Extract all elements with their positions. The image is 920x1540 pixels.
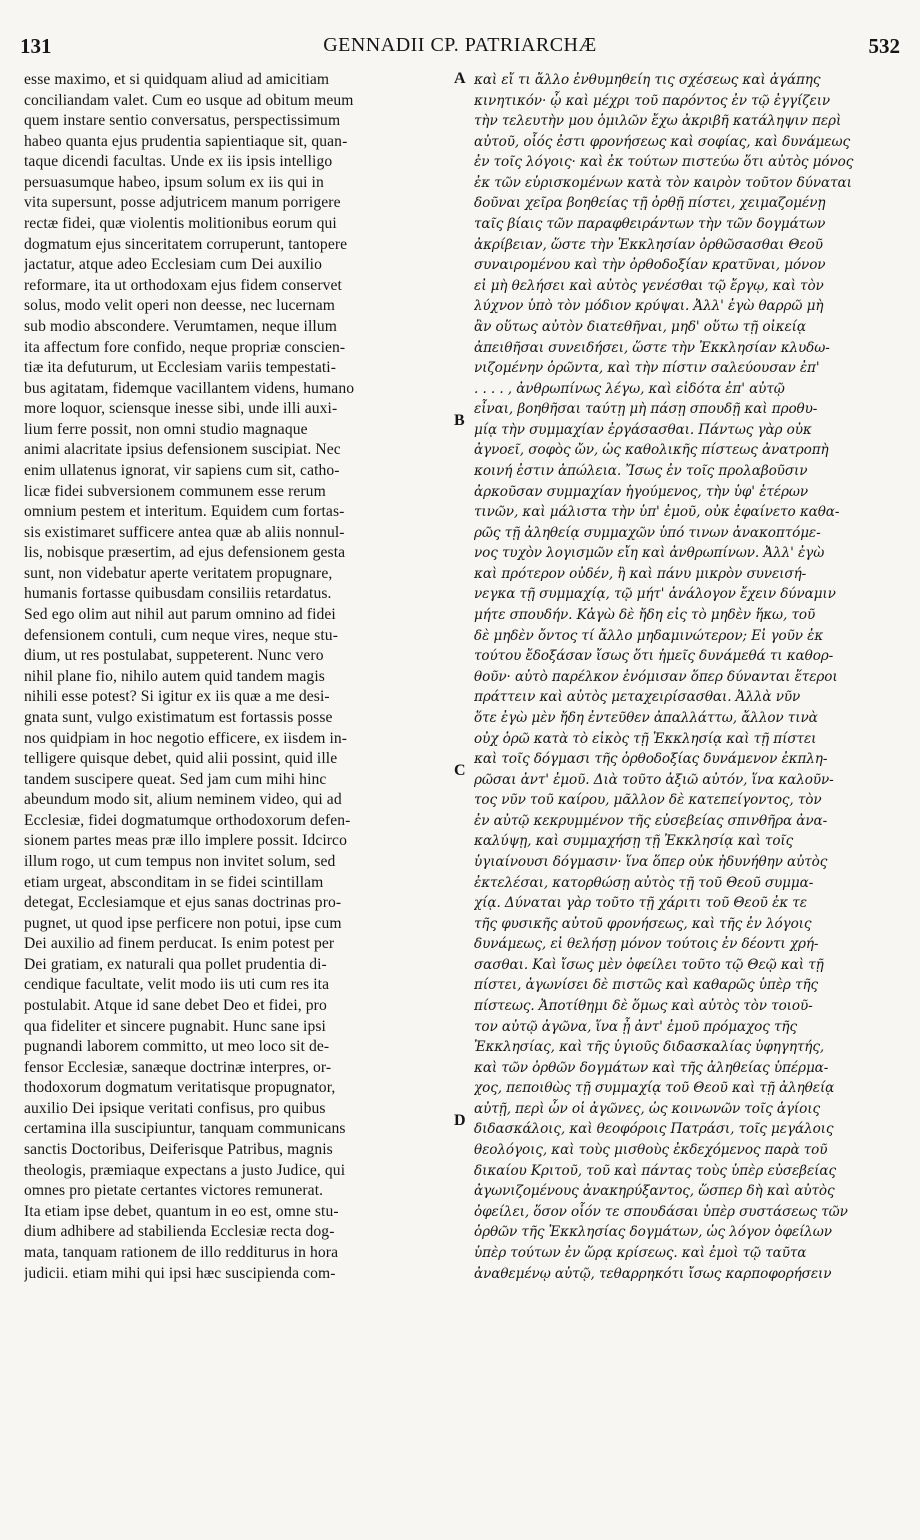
latin-text-line: judicii. etiam mihi qui ipsi hæc suscipienda com- [24,1264,336,1282]
latin-text-line: illum rogo, ut cum tempus non invitet solum, sed [24,852,336,870]
latin-text-line: Dei gratiam, ex naturali qua pollet prudentia di- [24,955,327,973]
greek-text-line: λύχνον ὑπὸ τὸν μόδιον κρύψαι. Ἀλλ' ἐγὼ θαρρῶ μὴ [474,298,824,315]
latin-text-line: certamina illa suscipiuntur, tanquam communicans [24,1120,346,1138]
latin-text-line: conciliandam valet. Cum eo usque ad obitum meum [24,91,354,109]
greek-text-line: ὑγιαίνουσι δόγμασιν· ἵνα ὅπερ οὐκ ἠδυνήθην αὐτὸς [474,853,828,870]
latin-text-line: pugnet, ut quod ipse perficere non potui, ipse cum [24,914,342,932]
greek-text-line: χος, πεποιθὼς τῇ συμμαχίᾳ τοῦ Θεοῦ καὶ τῇ ἀληθείᾳ [474,1080,835,1097]
latin-text-line: rectæ fidei, quæ violentis molitionibus eorum qui [24,215,337,233]
greek-column [474,70,900,1532]
latin-text-line: cendique facultate, velit modo iis uti cum res ita [24,976,330,994]
greek-text-line: καὶ πρότερον οὐδέν, ἢ καὶ πάνυ μικρὸν συνεισή- [474,565,807,582]
greek-text-line: δὲ μηδὲν ὄντος τί ἄλλο μηδαμινώτερον; Εἰ γοῦν ἐκ [474,627,824,644]
running-header [20,34,900,64]
latin-text-line: more loquor, sciensque inesse sibi, unde illi auxi- [24,400,338,418]
greek-text-line: οὐχ ὁρῶ κατὰ τὸ εἰκὸς τῇ Ἐκκλησίᾳ καὶ τῇ πίστει [474,730,817,747]
latin-text-line: Ita etiam ipse debet, quantum in eo est, omne stu- [24,1202,339,1220]
latin-text-line: pugnandi laborem committo, ut meo loco sit de- [24,1038,330,1056]
latin-text-line: nos quidpiam in hoc negotio efficere, ex iisdem in- [24,729,348,747]
margin-letter-d: D [454,1112,466,1129]
greek-text-line: σασθαι. Καὶ ἴσως μὲν ὀφείλει τοῦτο τῷ Θεῷ καὶ τῇ [474,956,824,973]
latin-text-line: sis existimaret sufficere antea quæ ab aliis nonnul- [24,523,345,541]
greek-text-line: ἀπειθῆσαι συνειδήσει, ὥστε τὴν Ἐκκλησίαν κλυδω- [474,339,830,356]
greek-text-line: ἀγνοεῖ, σοφὸς ὤν, ὡς καθολικῆς πίστεως ἀνατροπὴ [474,442,829,459]
greek-text-line: ὀφείλει, ὅσον οἷόν τε σπουδάσαι ὑπὲρ συστάσεως τῶν [474,1203,848,1220]
latin-text-line: qua fideliter et sincere pugnabit. Hunc sane ipsi [24,1017,326,1035]
greek-text-line: ἐκτελέσαι, κατορθώσῃ αὐτὸς τῇ τοῦ Θεοῦ συμμα- [474,874,814,891]
greek-text-line: ὅτε ἐγὼ μὲν ἤδη ἐντεῦθεν ἀπαλλάττω, ἄλλον τινὰ [474,709,818,726]
greek-text-line: καὶ τῶν ὀρθῶν δογμάτων καὶ τῆς ἀληθείας ὑπέρμα- [474,1059,829,1076]
latin-column [24,70,448,1532]
page-number-right: 532 [868,34,900,58]
greek-text-line: δυνάμεως, εἰ θελήσῃ μόνον τούτοις ἐν δέοντι χρή- [474,936,819,953]
greek-text-line: συναιρομένου καὶ τὴν ὀρθοδοξίαν κρατῦναι, μόνον [474,257,826,274]
latin-text-line: omnes pro pietate certantes victores remunerat. [24,1182,324,1200]
latin-text-line: dium adhibere ad stabilienda Ecclesiæ recta dog- [24,1223,335,1241]
latin-text-line: tiæ ita defuturum, ut Ecclesiam variis tempestati- [24,359,337,377]
latin-text-line: esse maximo, et si quidquam aliud ad amicitiam [24,71,330,88]
greek-text-line: διδασκάλοις, καὶ θεοφόροις Πατράσι, τοῖς μεγάλοις [474,1121,834,1138]
latin-text-line: mata, tanquam rationem de illo redditurus in hora [24,1243,339,1261]
latin-text-line: lium ferre possit, non omni studio magnaque [24,420,308,438]
latin-text-line: tandem suscipere queat. Sed jam cum mihi hinc [24,770,327,788]
greek-text-line: μίᾳ τὴν συμμαχίαν ἐργάσασθαι. Πάντως γὰρ οὐκ [474,421,812,438]
greek-text-line: ταῖς βίαις τῶν παραφθειράντων τὴν τῶν δογμάτων [474,216,826,233]
greek-text-line: αὐτῇ, περὶ ὧν οἱ ἀγῶνες, ὡς κοινωνῶν τοῖς ἁγίοις [474,1100,820,1117]
latin-text-line: quem instare sentio conversatus, perspectissimum [24,112,341,130]
latin-text-line: jactatur, atque adeo Ecclesiam cum Dei auxilio [24,256,322,274]
greek-text-line: εἰ μὴ θελήσει καὶ αὐτὸς γενέσθαι τῷ ἔργῳ, καὶ τὸν [474,277,824,294]
greek-text-line: καλύψῃ, καὶ συμμαχήσῃ τῇ Ἐκκλησίᾳ καὶ τοῖς [474,833,794,850]
greek-text-line: ἐν τοῖς λόγοις· καὶ ἐκ τούτων πιστεύω ὅτι αὐτὸς μόνος [474,154,854,171]
running-title: GENNADII CP. PATRIARCHÆ [323,34,597,56]
latin-text-line: bus agitatam, fidemque vacillantem videns, humano [24,379,355,397]
greek-text-line: ἀρκοῦσαν συμμαχίαν ἡγούμενος, τὴν ὑφ' ἑτέρων [474,483,808,500]
margin-letter-b: B [454,412,465,429]
greek-text-line: χίᾳ. Δύναται γὰρ τοῦτο τῇ χάριτι τοῦ Θεοῦ ἐκ τε [474,895,807,912]
greek-text-line: μήτε σπουδήν. Κἀγὼ δὲ ἤδη εἰς τὸ μηδὲν ἥκω, τοῦ [474,607,816,624]
latin-text-line: etiam urgeat, absconditam in se fidei scintillam [24,873,324,891]
greek-text-line: ρῶσαι ἀντ' ἐμοῦ. Διὰ τοῦτο ἀξιῶ αὐτόν, ἵνα καλοῦν- [474,771,834,788]
latin-text-line: licæ fidei subversionem communem esse rerum [24,482,326,500]
latin-text-line: sunt, non videbatur aperte veritatem propugnare, [24,564,333,582]
latin-text-line: ita affectum fore confido, neque propriæ conscien- [24,338,346,356]
latin-text-line: nihil plane fio, nihilo autem quid tandem magis [24,667,325,685]
latin-text-line: theologis, præmiaque expectans a justo Judice, qui [24,1161,346,1179]
greek-text-line: τὴν τελευτὴν μου ὁμιλῶν ἔχω ἀκριβῆ κατάληψιν περὶ [474,113,842,130]
greek-text-line: θεολόγοις, καὶ τοὺς μισθοὺς ἐκδεχόμενος παρὰ τοῦ [474,1142,828,1159]
latin-text-line: defensionem contuli, cum neque vires, neque stu- [24,626,338,644]
latin-text-line: habeo quanta ejus prudentia sapientiaque sit, quan- [24,132,348,150]
latin-text-line: animi alacritate ipsius defensionem suscipiat. Nec [24,441,341,459]
latin-text-line: Dei auxilio ad finem perducat. Is enim potest per [24,935,335,953]
greek-text-line: εἶναι, βοηθῆσαι ταύτῃ μὴ πάσῃ σπουδῇ καὶ προθυ- [474,401,818,418]
greek-text-line: κοινή ἐστιν ἀπώλεια. Ἴσως ἐν τοῖς προλαβοῦσιν [474,462,808,479]
greek-text-line: ἀκρίβειαν, ὥστε τὴν Ἐκκλησίαν ὀρθῶσασθαι Θεοῦ [474,236,823,253]
latin-text-line: enim ullatenus ignorat, vir sapiens cum sit, catho- [24,461,340,479]
greek-text-line: νος τυχὸν λογισμῶν εἴη καὶ ἀνθρωπίνων. Ἀλλ' ἐγὼ [474,545,825,562]
greek-text-line: τούτου ἔδοξάσαν ἴσως ὅτι ἡμεῖς δυνάμεθά τι καθορ- [474,648,834,665]
greek-text-line: πράττειν καὶ αὐτὸς μεταχειρίσασθαι. Ἀλλὰ νῦν [474,689,801,706]
greek-text-line: Ἐκκλησίας, καὶ τῆς ὑγιοῦς διδασκαλίας ὑφηγητής, [474,1039,825,1056]
latin-text-line: Ecclesiæ, fidei dogmatumque orthodoxorum defen- [24,811,351,829]
greek-text-line: τῆς φυσικῆς αὐτοῦ φρονήσεως, καὶ τῆς ἐν λόγοις [474,915,812,932]
greek-text-line: δικαίου Κριτοῦ, τοῦ καὶ πάντας τοὺς ὑπὲρ εὐσεβείας [474,1162,836,1179]
greek-text-line: ἐκ τῶν εὑρισκομένων κατὰ τὸν καιρὸν τοῦτον δύναται [474,174,852,191]
latin-text-line: taque dicendi facultas. Unde ex iis ipsis intelligo [24,153,333,171]
latin-text-line: dium, ut res postulabat, suppeterent. Nunc vero [24,647,324,665]
greek-text-line: καὶ εἴ τι ἄλλο ἐνθυμηθείη τις σχέσεως καὶ ἀγάπης [474,72,821,88]
latin-text-line: solus, modo velit operi non deesse, nec lucernam [24,297,335,315]
latin-text-line: sionem partes meas præ illo implere possit. Idcirco [24,832,347,850]
greek-text-line: ἐν αὐτῷ κεκρυμμένον τῆς εὐσεβείας σπινθῆρα ἀνα- [474,812,828,829]
greek-text-line: θοῦν· αὐτὸ παρέλκον ἐνόμισαν ὅπερ δύνανται ἕτεροι [474,668,838,685]
greek-text-line: τος νῦν τοῦ καίρου, μᾶλλον δὲ κατεπείγοντος, τὸν [474,792,822,809]
latin-text-line: telligere quisque debet, quid alii possint, quid ille [24,750,338,768]
greek-text-line: πίστεως. Ἀποτίθημι δὲ ὅμως καὶ αὐτὸς τὸν τοιοῦ- [474,998,813,1015]
latin-text-line: detegat, Ecclesiamque et ejus sanas doctrinas pro- [24,894,342,912]
latin-text-line: humanis fortasse quibusdam consiliis retardatus. [24,585,332,603]
margin-letter-c: C [454,762,466,779]
greek-text-line: τον αὐτῷ ἀγῶνα, ἵνα ᾖ ἀντ' ἐμοῦ πρόμαχος τῆς [474,1018,797,1035]
latin-text-line: Sed ego olim aut nihil aut parum omnino ad fidei [24,606,336,624]
latin-text-line: abeundum modo sit, alium neminem video, qui ad [24,791,342,809]
latin-text-line: thodoxorum dogmatum veritatisque propugnator, [24,1079,336,1097]
greek-text-line: νεγκα τῇ συμμαχίᾳ, τῷ μήτ' ἀνάλογον ἔχειν δύναμιν [474,586,836,603]
latin-text-line: omnium pestem et interitum. Equidem cum fortas- [24,503,345,521]
latin-text-line: sub modio abscondere. Verumtamen, neque illum [24,317,337,335]
latin-text-line: reformare, ita ut orthodoxam ejus fidem conservet [24,276,342,294]
margin-letter-a: A [454,70,466,87]
latin-text-line: vita supersunt, posse adjutricem manum porrigere [24,194,341,212]
greek-text-line: καὶ τοῖς δόγμασι τῆς ὀρθοδοξίας δυνάμενον ἐκπλη- [474,751,828,768]
latin-text-line: postulabit. Atque id sane debet Deo et fidei, pro [24,997,327,1015]
greek-text-line: ἂν οὕτως αὐτὸν διατεθῆναι, μηδ' οὕτω τῇ οἰκείᾳ [474,318,806,335]
greek-text-line: τινῶν, καὶ μάλιστα τὴν ὑπ' ἐμοῦ, οὐκ ἐφαίνετο καθα- [474,504,840,521]
latin-text-line: nihili esse potest? Si igitur ex iis quæ a me desi- [24,688,330,706]
greek-text-line: αὐτοῦ, οἷός ἐστι φρονήσεως καὶ σοφίας, καὶ δυνάμεως [474,133,850,150]
greek-text-line: πίστει, ἀγωνίσει δὲ πιστῶς καὶ καθαρῶς ὑπὲρ τῆς [474,977,819,994]
greek-text-line: ἀγωνιζομένους ἀνακηρύξαντος, ὥσπερ δὴ καὶ αὐτὸς [474,1183,835,1200]
latin-text-line: auxilio Dei ipsique veritati confisus, pro quibus [24,1099,326,1117]
greek-text-line: ἀναθεμένῳ αὐτῷ, τεθαρρηκότι ἴσως καρποφορήσειν [474,1265,832,1282]
latin-text-line: persuasumque habeo, ipsum solum ex iis qui in [24,173,324,191]
latin-text-line: gnata sunt, vulgo existimatum est fortassis posse [24,708,333,726]
greek-text-line: κινητικόν· ᾧ καὶ μέχρι τοῦ παρόντος ἐν τῷ ἐγγίζειν [474,92,831,109]
latin-text-line: lis, nobisque præsertim, ad ejus defensionem gesta [24,544,346,562]
greek-text-line: . . . . , ἀνθρωπίνως λέγω, καὶ εἰδότα ἐπ' αὐτῷ [474,380,785,397]
greek-text-line: ὑπὲρ τούτων ἐν ὥρᾳ κρίσεως. καὶ ἐμοὶ τῷ ταῦτα [474,1244,807,1261]
latin-text-line: sanctis Doctoribus, Deiferisque Patribus, magnis [24,1141,333,1159]
greek-text-line: νιζομένην ὁρῶντα, καὶ τὴν πίστιν σαλεύουσαν ἐπ' [474,360,820,377]
latin-text-line: fensor Ecclesiæ, sanæque doctrinæ interpres, or- [24,1058,332,1076]
greek-text-line: ὀρθῶν τῆς Ἐκκλησίας δογμάτων, ὡς λόγον ὀφείλων [474,1224,832,1241]
greek-text-line: ρῶς τῇ ἀληθείᾳ συμμαχῶν ὑπό τινων ἀνακοπτόμε- [474,524,821,541]
latin-text-line: dogmatum ejus sinceritatem corruperunt, tantopere [24,235,348,253]
greek-text-line: δοῦναι χεῖρα βοηθείας τῇ ὀρθῇ πίστει, χειμαζομένῃ [474,195,826,212]
page-number-left: 131 [20,34,52,58]
